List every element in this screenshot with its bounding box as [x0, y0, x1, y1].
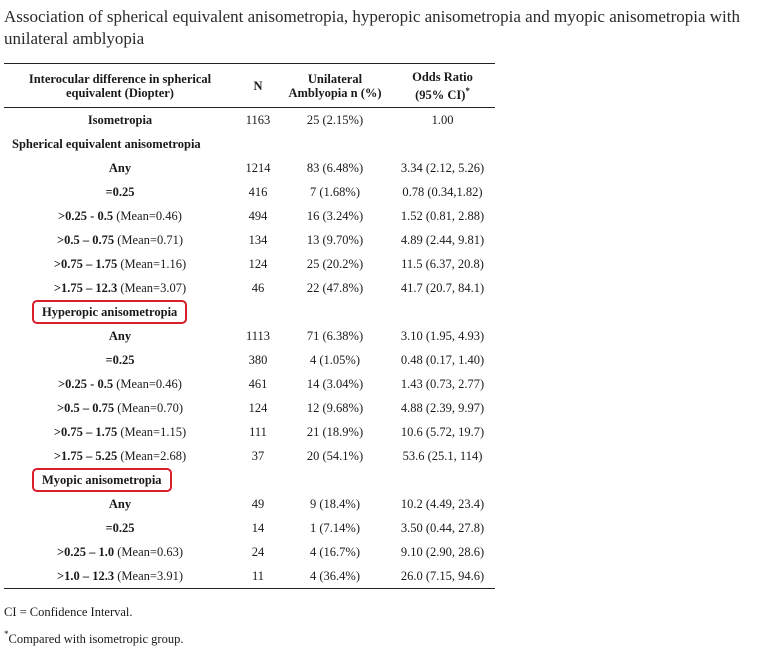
row-odds-ratio: 4.89 (2.44, 9.81)	[400, 232, 485, 247]
row-n: 124	[248, 256, 268, 271]
row-amblyopia: 1 (7.14%)	[310, 520, 360, 535]
row-mean: (Mean=0.46)	[113, 208, 182, 223]
row-amblyopia: 12 (9.68%)	[306, 400, 364, 415]
row-n: 134	[248, 232, 268, 247]
section-label-highlighted: Hyperopic anisometropia	[32, 300, 187, 324]
row-label	[4, 401, 236, 416]
table-row	[4, 564, 495, 588]
row-range: >0.25 – 1.0	[57, 544, 115, 559]
row-n: 380	[248, 352, 268, 367]
row-range: =0.25	[105, 520, 135, 535]
table-row	[4, 252, 495, 276]
row-mean: (Mean=0.70)	[114, 400, 183, 415]
row-odds-ratio: 53.6 (25.1, 114)	[402, 448, 483, 463]
row-n: 494	[248, 208, 268, 223]
row-label	[4, 497, 236, 512]
row-odds-ratio: 3.34 (2.12, 5.26)	[400, 160, 485, 175]
table-row	[4, 324, 495, 348]
row-range: >0.75 – 1.75	[53, 256, 118, 271]
row-odds-ratio: 1.43 (0.73, 2.77)	[400, 376, 485, 391]
table-row	[4, 228, 495, 252]
row-odds-ratio: 11.5 (6.37, 20.8)	[401, 256, 484, 271]
row-odds-ratio: 10.2 (4.49, 23.4)	[400, 496, 485, 511]
row-n: 1214	[245, 160, 271, 175]
row-n: 14	[251, 520, 265, 535]
table-row	[4, 540, 495, 564]
row-n: 416	[248, 184, 268, 199]
row-amblyopia: 16 (3.24%)	[306, 208, 364, 223]
table-row	[4, 204, 495, 228]
row-label	[4, 569, 236, 584]
section-label: Spherical equivalent anisometropia	[12, 136, 201, 151]
row-label	[4, 329, 236, 344]
row-odds-ratio: 1.00	[431, 112, 454, 127]
row-mean: (Mean=0.63)	[114, 544, 183, 559]
header-odds-ratio-line2: (95% CI)*	[415, 85, 470, 102]
bottom-rule	[4, 588, 495, 589]
row-amblyopia: 21 (18.9%)	[306, 424, 364, 439]
row-n: 37	[251, 448, 265, 463]
row-n: 11	[251, 568, 265, 583]
row-label	[4, 425, 236, 440]
row-range: >0.25 - 0.5	[58, 376, 114, 391]
row-odds-ratio: 10.6 (5.72, 19.7)	[400, 424, 485, 439]
row-label	[4, 545, 236, 560]
header-odds-ratio-line1: Odds Ratio	[412, 69, 473, 84]
row-odds-ratio: 3.10 (1.95, 4.93)	[400, 328, 485, 343]
row-range: =0.25	[105, 352, 135, 367]
footnote-ci: CI = Confidence Interval.	[4, 605, 133, 619]
table-row	[4, 348, 495, 372]
row-n: 1163	[245, 112, 271, 127]
data-table	[4, 63, 495, 589]
row-odds-ratio: 1.52 (0.81, 2.88)	[400, 208, 485, 223]
table-row	[4, 444, 495, 468]
row-range: Any	[108, 496, 132, 511]
row-range: >1.75 – 12.3	[53, 280, 118, 295]
row-label	[4, 257, 236, 272]
row-mean: (Mean=1.16)	[117, 256, 187, 271]
row-n: 124	[248, 400, 268, 415]
row-odds-ratio: 41.7 (20.7, 84.1)	[400, 280, 485, 295]
row-label	[4, 377, 236, 392]
row-amblyopia: 13 (9.70%)	[306, 232, 364, 247]
table-row	[4, 396, 495, 420]
row-label	[4, 233, 236, 248]
table-row	[4, 180, 495, 204]
row-odds-ratio: 26.0 (7.15, 94.6)	[400, 568, 485, 583]
table-row-isometropia	[4, 108, 495, 132]
row-label	[4, 281, 236, 296]
table-row	[4, 492, 495, 516]
row-mean: (Mean=0.46)	[113, 376, 182, 391]
table-row	[4, 156, 495, 180]
row-label	[4, 521, 236, 536]
row-range: =0.25	[105, 184, 135, 199]
header-odds-ratio	[390, 70, 495, 102]
table-row	[4, 420, 495, 444]
row-amblyopia: 14 (3.04%)	[306, 376, 364, 391]
row-mean: (Mean=2.68)	[117, 448, 187, 463]
row-label: Isometropia	[87, 112, 153, 127]
row-range: Any	[108, 160, 132, 175]
row-range: >1.75 – 5.25	[53, 448, 118, 463]
row-mean: (Mean=3.07)	[117, 280, 187, 295]
row-amblyopia: 83 (6.48%)	[306, 160, 364, 175]
row-label	[4, 185, 236, 200]
footnote-asterisk: *	[4, 629, 9, 639]
row-amblyopia: 4 (1.05%)	[310, 352, 360, 367]
row-amblyopia: 7 (1.68%)	[310, 184, 360, 199]
row-n: 46	[251, 280, 265, 295]
row-n: 24	[251, 544, 265, 559]
row-amblyopia: 20 (54.1%)	[306, 448, 364, 463]
header-interocular-difference: Interocular difference in spherical equivalent (Diopter)	[28, 71, 212, 100]
row-odds-ratio: 9.10 (2.90, 28.6)	[400, 544, 485, 559]
row-odds-ratio: 0.48 (0.17, 1.40)	[400, 352, 485, 367]
row-label	[4, 161, 236, 176]
row-odds-ratio: 0.78 (0.34,1.82)	[402, 184, 483, 199]
header-unilateral-amblyopia: Unilateral Amblyopia n (%)	[288, 71, 382, 100]
table-title: Association of spherical equivalent anisometropia, hyperopic anisometropia and myopic anisometropia with unilateral amblyopia	[4, 7, 740, 48]
row-n: 49	[251, 496, 265, 511]
row-range: >0.25 - 0.5	[58, 208, 114, 223]
row-amblyopia: 25 (20.2%)	[306, 256, 364, 271]
row-range: >0.5 – 0.75	[57, 232, 115, 247]
row-n: 1113	[245, 328, 271, 343]
row-label	[4, 449, 236, 464]
row-mean: (Mean=1.15)	[117, 424, 187, 439]
table-header	[4, 64, 495, 107]
table-body	[4, 132, 495, 588]
row-n: 461	[248, 376, 268, 391]
row-amblyopia: 22 (47.8%)	[306, 280, 364, 295]
section-row	[4, 300, 495, 324]
row-amblyopia: 25 (2.15%)	[306, 112, 364, 127]
table-row	[4, 516, 495, 540]
row-range: >1.0 – 12.3	[57, 568, 115, 583]
row-mean: (Mean=3.91)	[114, 568, 183, 583]
table-row	[4, 372, 495, 396]
row-label	[4, 353, 236, 368]
row-amblyopia: 71 (6.38%)	[306, 328, 364, 343]
row-amblyopia: 4 (36.4%)	[310, 568, 360, 583]
row-odds-ratio: 3.50 (0.44, 27.8)	[400, 520, 485, 535]
row-odds-ratio: 4.88 (2.39, 9.97)	[400, 400, 485, 415]
row-amblyopia: 4 (16.7%)	[310, 544, 360, 559]
row-n: 111	[249, 424, 267, 439]
header-n: N	[253, 78, 263, 93]
section-label-highlighted: Myopic anisometropia	[32, 468, 172, 492]
row-mean: (Mean=0.71)	[114, 232, 183, 247]
table-row	[4, 276, 495, 300]
row-amblyopia: 9 (18.4%)	[310, 496, 360, 511]
section-row	[4, 468, 495, 492]
header-asterisk: *	[465, 85, 470, 96]
row-label	[4, 209, 236, 224]
section-row	[4, 132, 495, 156]
row-range: >0.75 – 1.75	[53, 424, 118, 439]
row-range: >0.5 – 0.75	[57, 400, 115, 415]
footnote-compared: *Compared with isometropic group.	[4, 629, 184, 646]
row-range: Any	[108, 328, 132, 343]
